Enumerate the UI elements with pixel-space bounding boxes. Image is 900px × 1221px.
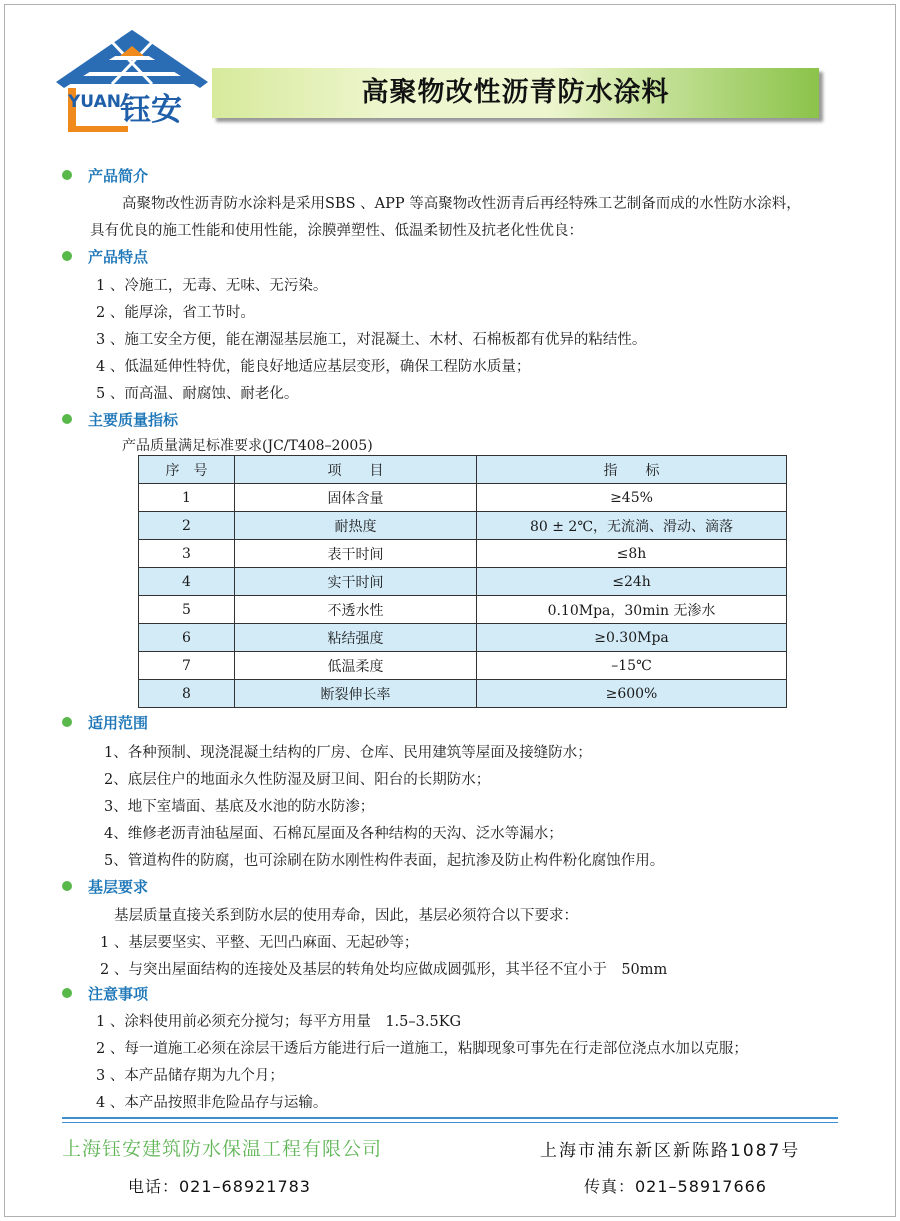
scope-item: 2、底层住户的地面永久性防湿及厨卫间、阳台的长期防水； bbox=[104, 772, 491, 788]
table-row bbox=[139, 624, 787, 652]
scope-item: 3、地下室墙面、基底及水池的防水防渗； bbox=[104, 799, 375, 815]
company-name: 上海钰安建筑防水保温工程有限公司 bbox=[62, 1138, 383, 1160]
table-row bbox=[139, 680, 787, 708]
feature-item: 3 、施工安全方便，能在潮湿基层施工，对混凝土、木材、石棉板都有优异的粘结性。 bbox=[96, 332, 647, 348]
scope-item: 4、维修老沥青油毡屋面、石棉瓦屋面及各种结构的天沟、泛水等漏水； bbox=[104, 826, 563, 842]
section-scope-heading: 适用范围 bbox=[62, 712, 148, 733]
title-banner bbox=[212, 68, 819, 118]
bullet-dot-icon bbox=[62, 717, 72, 727]
fax-number: 传真：021–58917666 bbox=[584, 1177, 767, 1196]
scope-item: 1、各种预制、现浇混凝土结构的厂房、仓库、民用建筑等屋面及接缝防水； bbox=[104, 745, 592, 761]
bullet-dot-icon bbox=[62, 988, 72, 998]
cell-no: 3 bbox=[139, 540, 235, 568]
cell-value: ≥600% bbox=[477, 680, 787, 708]
quality-spec-table bbox=[138, 455, 787, 708]
cell-value: –15℃ bbox=[477, 652, 787, 680]
intro-line-1: 高聚物改性沥青防水涂料是采用SBS 、APP 等高聚物改性沥青后再经特殊工艺制备而成的水性防水涂料， bbox=[122, 196, 801, 212]
cell-no: 1 bbox=[139, 484, 235, 512]
note-item: 2 、每一道施工必须在涂层干透后方能进行后一道施工，粘脚现象可事先在行走部位浇点水加以克服； bbox=[96, 1041, 748, 1057]
table-row bbox=[139, 568, 787, 596]
cell-value: ≤24h bbox=[477, 568, 787, 596]
cell-value: 0.10Mpa，30min 无渗水 bbox=[477, 596, 787, 624]
base-item: 2 、与突出屋面结构的连接处及基层的转角处均应做成圆弧形，其半径不宜小于 50mm bbox=[100, 962, 668, 978]
cell-item: 耐热度 bbox=[235, 512, 477, 540]
bullet-dot-icon bbox=[62, 414, 72, 424]
footer-divider bbox=[62, 1122, 838, 1123]
column-header: 序 号 bbox=[139, 456, 235, 484]
base-intro: 基层质量直接关系到防水层的使用寿命，因此，基层必须符合以下要求： bbox=[114, 908, 578, 924]
cell-no: 7 bbox=[139, 652, 235, 680]
table-header-row bbox=[139, 456, 787, 484]
logo-latin: YUAN bbox=[68, 92, 121, 112]
cell-item: 不透水性 bbox=[235, 596, 477, 624]
cell-item: 低温柔度 bbox=[235, 652, 477, 680]
section-notes-heading: 注意事项 bbox=[62, 983, 148, 1004]
section-base-heading: 基层要求 bbox=[62, 876, 148, 897]
section-intro-heading: 产品简介 bbox=[62, 165, 148, 186]
note-item: 1 、涂料使用前必须充分搅匀；每平方用量 1.5–3.5KG bbox=[96, 1014, 462, 1030]
column-header: 指 标 bbox=[477, 456, 787, 484]
company-address: 上海市浦东新区新陈路1087号 bbox=[540, 1141, 801, 1161]
table-row bbox=[139, 540, 787, 568]
intro-line-2: 具有优良的施工性能和使用性能，涂膜弹塑性、低温柔韧性及抗老化性优良： bbox=[90, 223, 583, 239]
feature-item: 5 、而高温、耐腐蚀、耐老化。 bbox=[96, 386, 299, 402]
cell-no: 5 bbox=[139, 596, 235, 624]
cell-value: ≥0.30Mpa bbox=[477, 624, 787, 652]
quality-standard-note: 产品质量满足标准要求(JC/T408–2005) bbox=[122, 438, 373, 454]
column-header: 项 目 bbox=[235, 456, 477, 484]
cell-item: 实干时间 bbox=[235, 568, 477, 596]
bullet-dot-icon bbox=[62, 881, 72, 891]
footer-divider bbox=[62, 1117, 838, 1119]
bullet-dot-icon bbox=[62, 251, 72, 261]
cell-item: 固体含量 bbox=[235, 484, 477, 512]
cell-item: 断裂伸长率 bbox=[235, 680, 477, 708]
note-item: 3 、本产品储存期为九个月； bbox=[96, 1068, 284, 1084]
table-row bbox=[139, 652, 787, 680]
section-features-heading: 产品特点 bbox=[62, 246, 148, 267]
note-item: 4 、本产品按照非危险品存与运输。 bbox=[96, 1095, 328, 1111]
cell-no: 4 bbox=[139, 568, 235, 596]
logo-chinese: 钰安 bbox=[120, 92, 182, 128]
page-title: 高聚物改性沥青防水涂料 bbox=[361, 77, 670, 108]
cell-value: 80 ± 2℃，无流淌、滑动、滴落 bbox=[477, 512, 787, 540]
cell-value: ≥45% bbox=[477, 484, 787, 512]
table-row bbox=[139, 512, 787, 540]
bullet-dot-icon bbox=[62, 170, 72, 180]
cell-item: 粘结强度 bbox=[235, 624, 477, 652]
cell-value: ≤8h bbox=[477, 540, 787, 568]
cell-no: 8 bbox=[139, 680, 235, 708]
table-row bbox=[139, 596, 787, 624]
cell-item: 表干时间 bbox=[235, 540, 477, 568]
section-quality-heading: 主要质量指标 bbox=[62, 409, 178, 430]
table-row bbox=[139, 484, 787, 512]
feature-item: 4 、低温延伸性特优，能良好地适应基层变形，确保工程防水质量； bbox=[96, 359, 531, 375]
cell-no: 6 bbox=[139, 624, 235, 652]
base-item: 1 、基层要坚实、平整、无凹凸麻面、无起砂等； bbox=[100, 935, 419, 951]
scope-item: 5、管道构件的防腐，也可涂刷在防水刚性构件表面，起抗渗及防止构件粉化腐蚀作用。 bbox=[104, 853, 665, 869]
feature-item: 1 、冷施工，无毒、无味、无污染。 bbox=[96, 278, 328, 294]
cell-no: 2 bbox=[139, 512, 235, 540]
feature-item: 2 、能厚涂，省工节时。 bbox=[96, 305, 255, 321]
phone-number: 电话：021–68921783 bbox=[128, 1177, 311, 1196]
